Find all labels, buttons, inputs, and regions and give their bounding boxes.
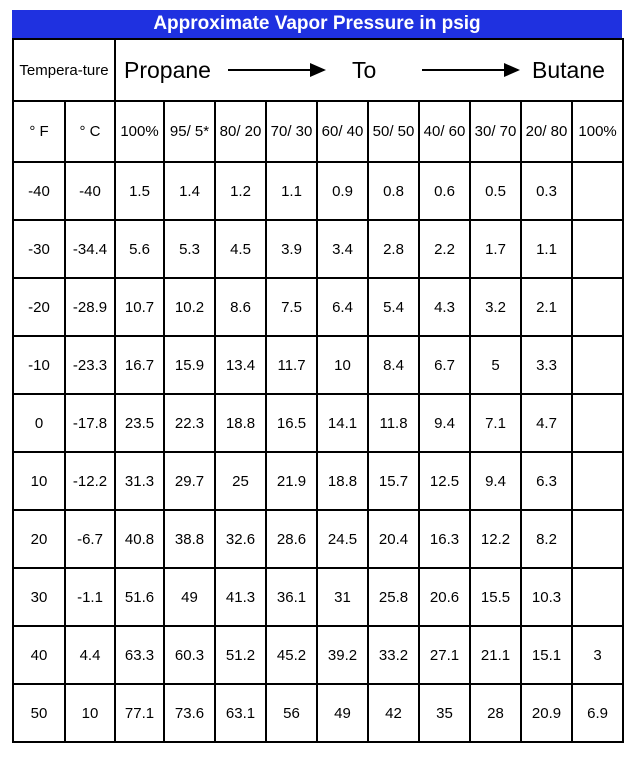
table-cell: 28 (470, 684, 521, 742)
table-cell: 3.2 (470, 278, 521, 336)
table-cell: -23.3 (65, 336, 115, 394)
table-cell: 10.7 (115, 278, 164, 336)
table-cell: 10.3 (521, 568, 572, 626)
table-cell: 7.5 (266, 278, 317, 336)
banner-propane: Propane (124, 57, 211, 83)
table-cell: 14.1 (317, 394, 368, 452)
vapor-pressure-table (12, 38, 624, 743)
table-cell: 10 (317, 336, 368, 394)
table-cell: 11.8 (368, 394, 419, 452)
table-row (13, 394, 623, 452)
table-cell: 27.1 (419, 626, 470, 684)
table-cell: -30 (13, 220, 65, 278)
table-row (13, 220, 623, 278)
table-cell: 39.2 (317, 626, 368, 684)
table-row (13, 510, 623, 568)
column-header: ° C (65, 101, 115, 162)
table-cell: 5 (470, 336, 521, 394)
table-cell: 60.3 (164, 626, 215, 684)
table-cell: 16.5 (266, 394, 317, 452)
table-cell: 4.4 (65, 626, 115, 684)
table-row (13, 452, 623, 510)
table-cell: 13.4 (215, 336, 266, 394)
banner-butane: Butane (532, 57, 605, 83)
table-cell: 8.2 (521, 510, 572, 568)
table-cell: 6.7 (419, 336, 470, 394)
table-row (13, 336, 623, 394)
column-header: 30/ 70 (470, 101, 521, 162)
table-cell: 6.3 (521, 452, 572, 510)
table-row (13, 684, 623, 742)
table-cell: 36.1 (266, 568, 317, 626)
table-cell: 29.7 (164, 452, 215, 510)
table-cell: 2.1 (521, 278, 572, 336)
table-cell: 0.6 (419, 162, 470, 220)
temperature-header: Tempera-ture (13, 39, 115, 101)
table-cell: 38.8 (164, 510, 215, 568)
table-cell: 0.9 (317, 162, 368, 220)
table-cell: 1.7 (470, 220, 521, 278)
table-cell: 23.5 (115, 394, 164, 452)
table-cell (572, 568, 623, 626)
table-cell (572, 452, 623, 510)
table-cell (572, 510, 623, 568)
column-header: 50/ 50 (368, 101, 419, 162)
table-row (13, 626, 623, 684)
table-cell: 77.1 (115, 684, 164, 742)
table-cell: 21.1 (470, 626, 521, 684)
table-cell: 0 (13, 394, 65, 452)
table-cell (572, 336, 623, 394)
table-cell: 12.5 (419, 452, 470, 510)
column-header: ° F (13, 101, 65, 162)
table-cell: 10 (13, 452, 65, 510)
table-cell: 16.7 (115, 336, 164, 394)
table-cell: 18.8 (215, 394, 266, 452)
table-cell: 3 (572, 626, 623, 684)
table-cell: 0.8 (368, 162, 419, 220)
table-cell: 33.2 (368, 626, 419, 684)
table-cell: 51.6 (115, 568, 164, 626)
header-row (13, 39, 623, 101)
table-cell: 6.9 (572, 684, 623, 742)
table-cell: 3.4 (317, 220, 368, 278)
table-cell: -28.9 (65, 278, 115, 336)
banner-to: To (352, 57, 377, 83)
table-cell: -20 (13, 278, 65, 336)
table-cell: 20.4 (368, 510, 419, 568)
table-cell: -1.1 (65, 568, 115, 626)
table-cell: 15.7 (368, 452, 419, 510)
table-cell: 10 (65, 684, 115, 742)
table-cell: 4.5 (215, 220, 266, 278)
table-row (13, 568, 623, 626)
table-cell: 73.6 (164, 684, 215, 742)
table-cell: 7.1 (470, 394, 521, 452)
table-cell: 50 (13, 684, 65, 742)
table-cell: 15.1 (521, 626, 572, 684)
table-cell: 4.3 (419, 278, 470, 336)
table-cell: 31 (317, 568, 368, 626)
column-header: 100% (572, 101, 623, 162)
arrow-right-icon (422, 69, 518, 71)
table-cell: 41.3 (215, 568, 266, 626)
table-cell: 32.6 (215, 510, 266, 568)
column-header: 100% (115, 101, 164, 162)
table-cell (572, 394, 623, 452)
table-cell: 20 (13, 510, 65, 568)
table-cell: 18.8 (317, 452, 368, 510)
table-cell: 3.9 (266, 220, 317, 278)
table-cell: 28.6 (266, 510, 317, 568)
table-cell: -40 (65, 162, 115, 220)
table-cell: -6.7 (65, 510, 115, 568)
table-cell: -10 (13, 336, 65, 394)
table-row (13, 278, 623, 336)
table-cell: 11.7 (266, 336, 317, 394)
table-cell: 25.8 (368, 568, 419, 626)
table-cell: 21.9 (266, 452, 317, 510)
table-cell: 24.5 (317, 510, 368, 568)
table-cell: 16.3 (419, 510, 470, 568)
table-cell: 2.8 (368, 220, 419, 278)
table-cell: 1.1 (266, 162, 317, 220)
table-cell: 0.3 (521, 162, 572, 220)
table-cell: 31.3 (115, 452, 164, 510)
table-cell: 0.5 (470, 162, 521, 220)
table-cell: 3.3 (521, 336, 572, 394)
table-cell: -40 (13, 162, 65, 220)
table-cell: 20.9 (521, 684, 572, 742)
table-cell: 5.3 (164, 220, 215, 278)
table-cell: 63.1 (215, 684, 266, 742)
table-cell: 42 (368, 684, 419, 742)
column-header: 70/ 30 (266, 101, 317, 162)
table-cell: -17.8 (65, 394, 115, 452)
table-cell: 5.6 (115, 220, 164, 278)
table-cell: 56 (266, 684, 317, 742)
table-cell: 22.3 (164, 394, 215, 452)
arrow-right-icon (228, 69, 324, 71)
table-cell: 63.3 (115, 626, 164, 684)
table-cell: 4.7 (521, 394, 572, 452)
table-cell: 2.2 (419, 220, 470, 278)
table-cell (572, 162, 623, 220)
table-cell: -12.2 (65, 452, 115, 510)
table-cell: 8.6 (215, 278, 266, 336)
table-cell (572, 220, 623, 278)
table-cell: 25 (215, 452, 266, 510)
table-cell: 49 (164, 568, 215, 626)
table-cell: 1.2 (215, 162, 266, 220)
table-cell: 30 (13, 568, 65, 626)
table-row (13, 162, 623, 220)
table-cell: 49 (317, 684, 368, 742)
table-cell: 1.5 (115, 162, 164, 220)
table-cell: 20.6 (419, 568, 470, 626)
column-header: 60/ 40 (317, 101, 368, 162)
table-cell: 1.4 (164, 162, 215, 220)
table-cell: 45.2 (266, 626, 317, 684)
table-cell: 5.4 (368, 278, 419, 336)
column-header: 95/ 5* (164, 101, 215, 162)
table-cell: 40 (13, 626, 65, 684)
table-cell: 51.2 (215, 626, 266, 684)
table-cell: 10.2 (164, 278, 215, 336)
column-header: 40/ 60 (419, 101, 470, 162)
table-cell: -34.4 (65, 220, 115, 278)
table-cell: 1.1 (521, 220, 572, 278)
table-cell (572, 278, 623, 336)
column-header: 80/ 20 (215, 101, 266, 162)
table-cell: 12.2 (470, 510, 521, 568)
column-header: 20/ 80 (521, 101, 572, 162)
table-cell: 8.4 (368, 336, 419, 394)
mix-banner (115, 39, 623, 101)
table-cell: 40.8 (115, 510, 164, 568)
table-cell: 9.4 (470, 452, 521, 510)
table-cell: 15.9 (164, 336, 215, 394)
table-cell: 9.4 (419, 394, 470, 452)
column-header-row (13, 101, 623, 162)
table-cell: 15.5 (470, 568, 521, 626)
table-cell: 35 (419, 684, 470, 742)
table-title: Approximate Vapor Pressure in psig (12, 10, 622, 38)
table-cell: 6.4 (317, 278, 368, 336)
